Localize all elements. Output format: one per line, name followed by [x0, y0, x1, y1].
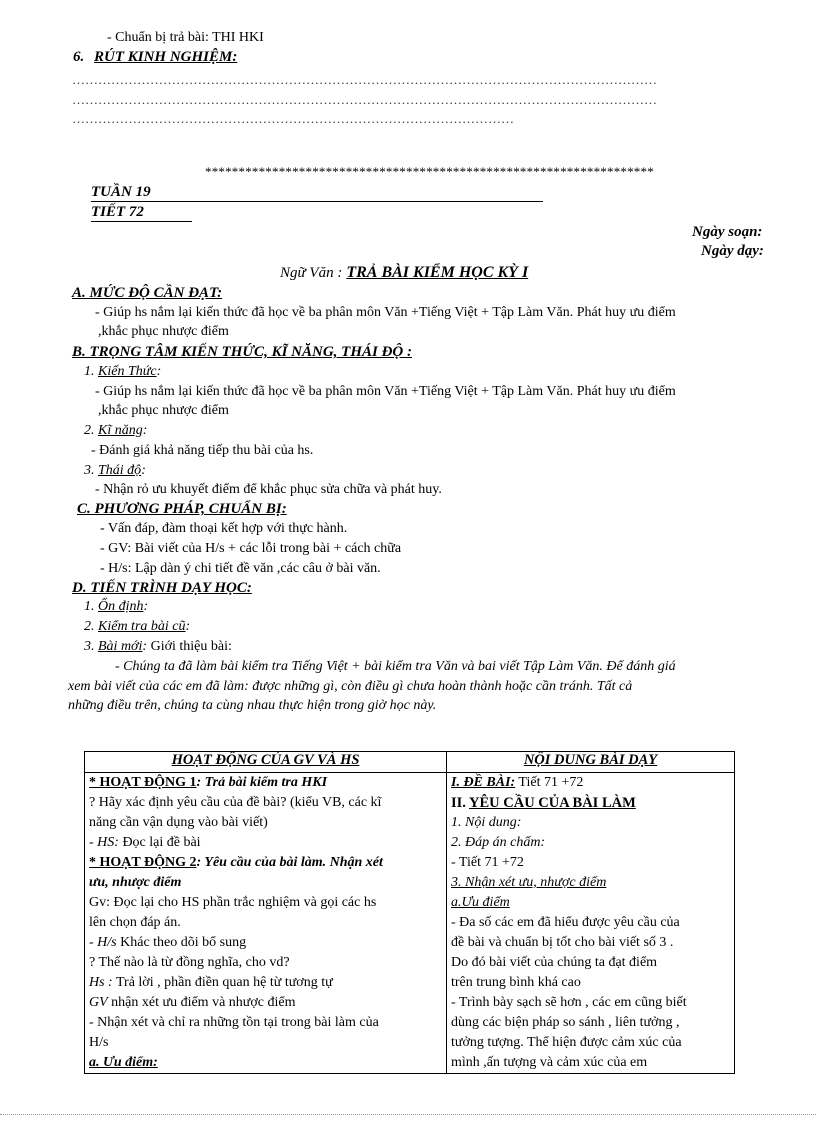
lesson-table — [84, 751, 735, 1074]
section-a-line1: - Giúp hs nắm lại kiến thức đã học về ba phân môn Văn +Tiếng Việt + Tập Làm Văn. Phát huy ưu điểm — [95, 305, 676, 320]
content-line-12: - Trình bày sạch sẽ hơn , các em cũng biết — [451, 995, 687, 1010]
content-line-15: mình ,ấn tượng và cảm xúc của em — [451, 1055, 648, 1070]
content-line-10: Do đó bài viết của chúng ta đạt điểm — [451, 955, 658, 970]
section-c-line2: - GV: Bài viết của H/s + các lỗi trong bài + cách chữa — [100, 541, 402, 556]
question-1a: ? Hãy xác định yêu cầu của đề bài? (kiểu VB, các kĩ — [89, 795, 382, 810]
lesson-label: TIẾT 72 — [91, 204, 144, 220]
strengths-heading: a.Ưu điểm — [451, 895, 510, 910]
week-underline — [91, 201, 543, 202]
intro-line2: xem bài viết của các em đã làm: được những gì, còn điều gì chưa hoàn thành hoặc cần tránh. Tất cả — [68, 679, 633, 694]
question-1b: năng cần vận dụng vào bài viết) — [89, 815, 268, 830]
page-bottom-border — [0, 1114, 816, 1119]
answer-key-line: - Tiết 71 +72 — [451, 855, 524, 870]
intro-line1: - Chúng ta đã làm bài kiểm tra Tiếng Việt + bài kiểm tra Văn và bai viết Tập Làm Văn. Để đánh giá — [115, 659, 676, 674]
content-line-9: đề bài và chuẩn bị tốt cho bài viết số 3 . — [451, 935, 674, 950]
remark-2: H/s — [89, 1035, 109, 1050]
section-b-heading: B. TRỌNG TÂM KIẾN THỨC, KĨ NĂNG, THÁI ĐỘ : — [72, 344, 412, 360]
prep-line: - Chuẩn bị trả bài: THI HKI — [107, 30, 264, 45]
section-d-heading: D. TIẾN TRÌNH DẠY HỌC: — [72, 580, 252, 596]
requirements-heading: II. YÊU CẦU CỦA BÀI LÀM — [451, 795, 636, 811]
section6-title: RÚT KINH NGHIỆM: — [94, 49, 238, 65]
section-d-item1: 1. Ổn định: — [84, 599, 149, 614]
section6-num: 6. — [73, 49, 85, 65]
week-label: TUẦN 19 — [91, 184, 151, 200]
answer-key-heading: 2. Đáp án chấm: — [451, 835, 546, 850]
section-b-sub3-line: - Nhận rỏ ưu khuyết điểm để khắc phục sửa chữa và phát huy. — [95, 482, 442, 497]
activity-1: * HOẠT ĐỘNG 1: Trả bài kiểm tra HKI — [89, 775, 328, 790]
content-line-13: dùng các biện pháp so sánh , liên tưởng , — [451, 1015, 680, 1030]
content-line-8: - Đa số các em đã hiểu được yêu cầu của — [451, 915, 680, 930]
activities-cell — [85, 773, 447, 1074]
teach-date: Ngày dạy: — [701, 243, 764, 259]
section6-heading — [73, 49, 237, 66]
activity-2: * HOẠT ĐỘNG 2: Yêu cầu của bài làm. Nhận xét — [89, 855, 383, 870]
section-b-sub2-line: - Đánh giá khả năng tiếp thu bài của hs. — [91, 443, 314, 458]
page-title — [280, 264, 528, 282]
gv-1a: Gv: Đọc lại cho HS phần trắc nghiệm và gọi các hs — [89, 895, 377, 910]
col-header-activities: HOẠT ĐỘNG CỦA GV VÀ HS — [85, 752, 447, 773]
section-b-sub2: 2. Kĩ năng: — [84, 423, 148, 438]
review-heading: 3. Nhận xét ưu, nhược điểm — [451, 875, 607, 890]
content-cell — [447, 773, 735, 1074]
exam-topic: I. ĐỀ BÀI: Tiết 71 +72 — [451, 775, 584, 790]
section-d-item2: 2. Kiểm tra bài cũ: — [84, 619, 191, 634]
question-2: ? Thế nào là từ đồng nghĩa, cho vd? — [89, 955, 290, 970]
dot-line-3: ………………………………………………………………………………………… — [72, 111, 514, 126]
intro-line3: những điều trên, chúng ta cùng nhau thực hiện trong giờ học này. — [68, 698, 437, 713]
section-b-sub3: 3. Thái độ: — [84, 463, 146, 478]
col-header-content: NỘI DUNG BÀI DẠY — [447, 752, 735, 773]
activity-2-cont: ưu, nhược điểm — [89, 875, 182, 890]
remark-1: - Nhận xét và chỉ ra những tồn tại trong bài làm của — [89, 1015, 379, 1030]
lesson-title: TRẢ BÀI KIỂM HỌC KỲ I — [346, 264, 529, 281]
section-b-sub1-line2: ,khắc phục nhược điểm — [98, 403, 229, 418]
gv-2: GV nhận xét ưu điểm và nhược điểm — [89, 995, 296, 1010]
content-heading: 1. Nội dung: — [451, 815, 522, 830]
subject-label: Ngữ Văn : — [280, 265, 343, 281]
section-c-line1: - Vấn đáp, đàm thoại kết hợp với thực hành. — [100, 521, 348, 536]
section-a-line2: ,khắc phục nhược điểm — [98, 324, 229, 339]
dot-line-2: ……………………………………………………………………………………………………………………… — [72, 92, 657, 107]
section-c-heading: C. PHƯƠNG PHÁP, CHUẨN BỊ: — [77, 501, 287, 517]
hs-1: - HS: Đọc lại đề bài — [89, 835, 201, 850]
hs-2: - H/s Khác theo dõi bổ sung — [89, 935, 247, 950]
lesson-underline — [91, 221, 192, 222]
section-a-heading: A. MỨC ĐỘ CẦN ĐẠT: — [72, 285, 223, 301]
dot-line-1: ……………………………………………………………………………………………………………………… — [72, 72, 657, 87]
strengths-label: a. Ưu điểm: — [89, 1055, 158, 1070]
separator: ******************************************************************* — [205, 164, 654, 179]
prep-date: Ngày soạn: — [692, 224, 763, 240]
section-b-sub1-line1: - Giúp hs nắm lại kiến thức đã học về ba phân môn Văn +Tiếng Việt + Tập Làm Văn. Phát huy ưu điểm — [95, 384, 676, 399]
section-b-sub1: 1. Kiến Thức: — [84, 364, 162, 379]
content-line-14: tưởng tượng. Thể hiện được cảm xúc của — [451, 1035, 682, 1050]
section-c-line3: - H/s: Lập dàn ý chi tiết đề văn ,các câu ở bài văn. — [100, 561, 381, 576]
hs-3: Hs : Trả lời , phần điền quan hệ từ tương tự — [89, 975, 333, 990]
content-line-11: trên trung bình khá cao — [451, 975, 581, 990]
section-d-item3: 3. Bài mới: Giới thiệu bài: — [84, 639, 232, 654]
gv-1b: lên chọn đáp án. — [89, 915, 181, 930]
